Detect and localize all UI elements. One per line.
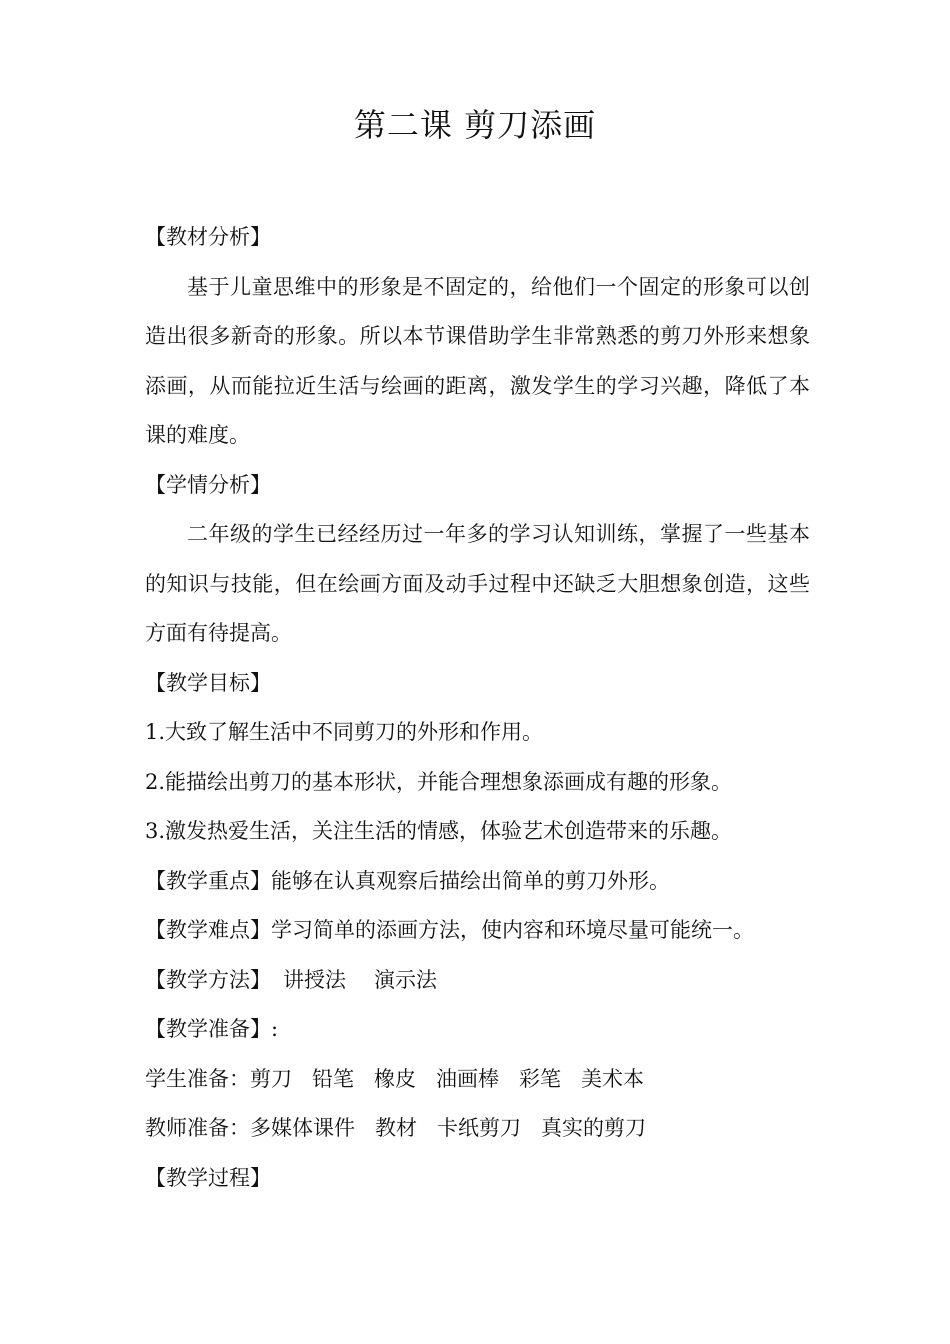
section-heading-methods: 【教学方法】 [145, 967, 271, 992]
teacher-prep-line [145, 1104, 810, 1154]
teacher-prep-item: 教材 [375, 1116, 417, 1140]
section-heading-analysis: 【教材分析】 [145, 225, 271, 249]
difficulty-line [145, 906, 810, 956]
student-prep-item: 油画棒 [436, 1066, 499, 1091]
section-heading-students: 【学情分析】 [145, 472, 271, 497]
method-item-1: 讲授法 [283, 967, 346, 992]
student-prep-line [145, 1055, 810, 1105]
section-heading-preparation: 【教学准备】: [145, 1017, 279, 1041]
teacher-prep-item: 多媒体课件 [250, 1116, 355, 1140]
section-heading-goals: 【教学目标】 [145, 670, 271, 695]
teacher-prep-label: 教师准备： [145, 1116, 250, 1140]
student-prep-item: 橡皮 [374, 1066, 416, 1091]
student-prep-item: 美术本 [581, 1066, 644, 1091]
teacher-prep-item: 卡纸剪刀 [437, 1116, 521, 1140]
section-heading-difficulty: 【教学难点】 [145, 918, 271, 942]
methods-line [145, 956, 810, 1006]
section-heading-key-point: 【教学重点】 [145, 868, 271, 893]
document-body [145, 213, 810, 1203]
teacher-prep-item: 真实的剪刀 [541, 1116, 646, 1140]
difficulty-text: 学习简单的添画方法，使内容和环境尽量可能统一。 [271, 918, 754, 942]
student-prep-label: 学生准备： [145, 1066, 250, 1091]
student-prep-item: 剪刀 [250, 1066, 292, 1091]
analysis-paragraph: 基于儿童思维中的形象是不固定的，给他们一个固定的形象可以创造出很多新奇的形象。所以本节课借助学生非常熟悉的剪刀外形来想象添画，从而能拉近生活与绘画的距离，激发学生的学习兴趣，降低了本课的难度。 [145, 274, 810, 447]
students-paragraph: 二年级的学生已经经历过一年多的学习认知训练，掌握了一些基本的知识与技能，但在绘画方面及动手过程中还缺乏大胆想象创造，这些方面有待提高。 [145, 522, 810, 645]
key-point-text: 能够在认真观察后描绘出简单的剪刀外形。 [271, 868, 670, 893]
document-title: 第二课 剪刀添画 [353, 106, 597, 144]
key-point-line [145, 857, 810, 907]
goal-item-1: 1.大致了解生活中不同剪刀的外形和作用。 [145, 720, 544, 744]
goal-item-2: 2.能描绘出剪刀的基本形状，并能合理想象添画成有趣的形象。 [145, 769, 733, 794]
method-item-2: 演示法 [374, 967, 437, 992]
goal-item-3: 3.激发热爱生活，关注生活的情感，体验艺术创造带来的乐趣。 [145, 819, 733, 843]
student-prep-item: 彩笔 [519, 1066, 561, 1091]
section-heading-process: 【教学过程】 [145, 1165, 271, 1190]
student-prep-item: 铅笔 [312, 1066, 354, 1091]
